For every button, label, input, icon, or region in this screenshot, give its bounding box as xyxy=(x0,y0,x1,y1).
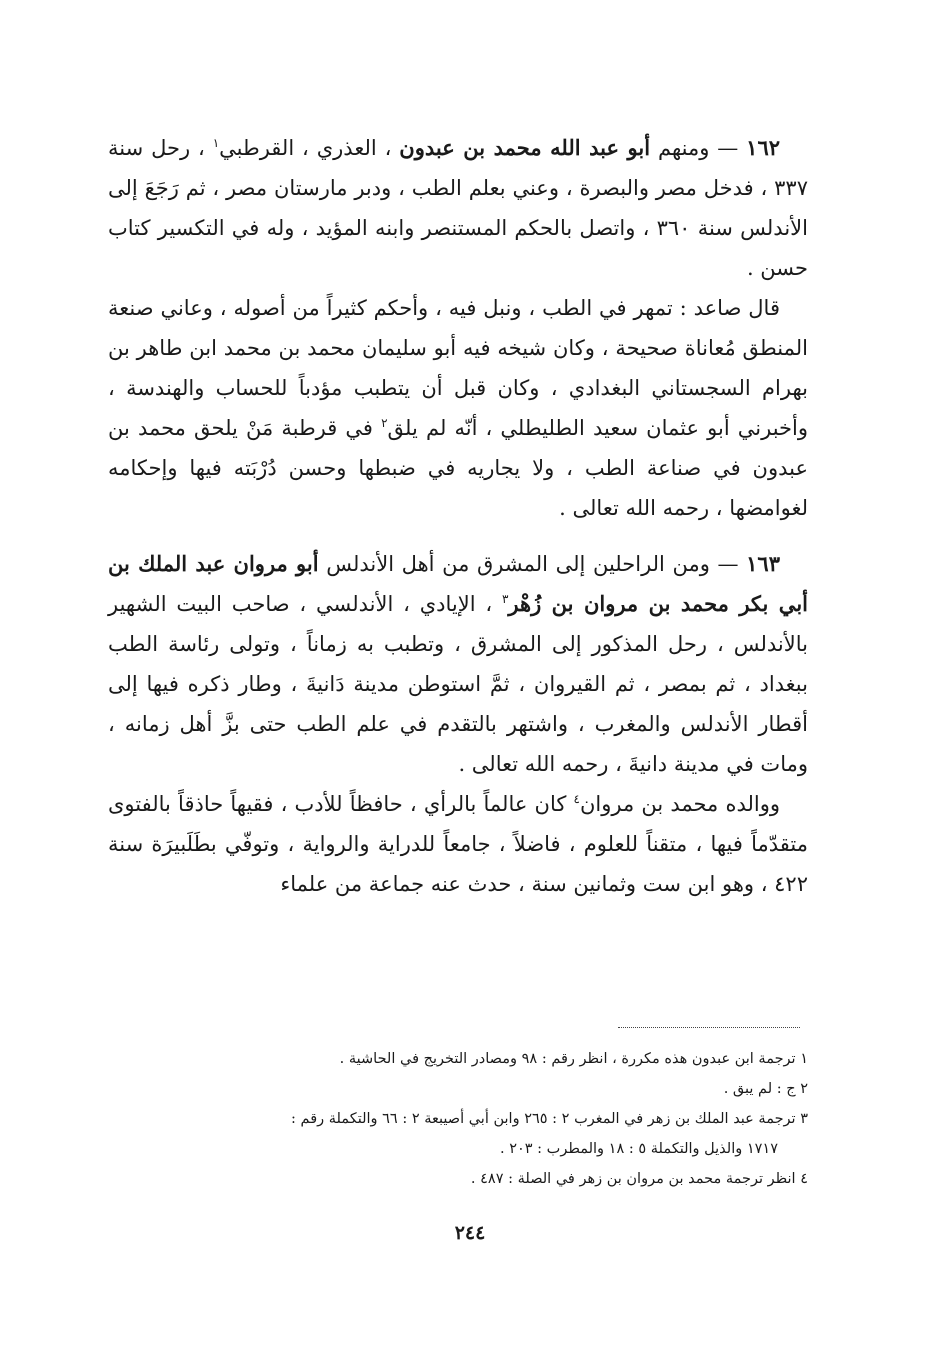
entry-number: ١٦٣ xyxy=(746,551,780,576)
person-name: أبو عبد الله محمد بن عبدون xyxy=(399,135,651,160)
main-text xyxy=(108,128,808,904)
paragraph-saed-quote xyxy=(108,288,808,528)
footnote-ref: ١ xyxy=(212,136,220,150)
footnote-ref: ٢ xyxy=(381,416,388,430)
entry-nisba: ، العذري ، القرطبي xyxy=(219,136,400,160)
footnotes xyxy=(108,1044,808,1194)
footnote-4: ٤ انظر ترجمة محمد بن مروان بن زهر في الصلة : ٤٨٧ . xyxy=(470,1171,808,1187)
paragraph-text: كان عالماً بالرأي ، حافظاً للأدب ، فقيهاً حاذقاً بالفتوى متقدّماً فيها ، متقناً للعلوم ، فاضلاً ، جامعاً للدراية والرواية ، وتوفّي بطَلَبيرَة سنة ٤٢٢ ، وهو ابن ست وثمانين سنة ، حدث عنه جماعة من علماء xyxy=(108,792,808,896)
paragraph-text: في قرطبة مَنْ يلحق محمد بن عبدون في صناعة الطب ، ولا يجاريه في ضبطها وحسن دُرْبَته فيها وإحكامه لغوامضها ، رحمه الله تعالى . xyxy=(108,416,808,520)
entry-intro: — ومنهم xyxy=(650,136,747,160)
footnote-ref: ٤ xyxy=(573,792,580,806)
page-number: ٢٤٤ xyxy=(454,1222,486,1244)
footnote-3-continuation: ١٧١٧ والذيل والتكملة ٥ : ١٨ والمطرب : ٢٠٣ . xyxy=(499,1141,778,1157)
entry-intro: — ومن الراحلين إلى المشرق من أهل الأندلس xyxy=(318,552,747,576)
paragraph-father xyxy=(108,784,808,904)
paragraph-text: قال صاعد : تمهر في الطب ، ونبل فيه ، وأحكم كثيراً من أصوله ، وعاني صنعة المنطق مُعاناة صحيحة ، وكان شيخه فيه أبو سليمان محمد بن محمد ابن طاهر بن بهرام السجستاني البغدادي ، وكان قبل أن يتطبب مؤدباً للحساب والهندسة ، وأخبرني أبو عثمان سعيد الطليطلي ، أنّه لم يلق xyxy=(108,296,808,440)
entry-162 xyxy=(108,128,808,288)
footnote-2: ٢ ج : لم يبق . xyxy=(723,1081,808,1097)
footnote-divider xyxy=(618,1027,800,1028)
footnote-1: ١ ترجمة ابن عبدون هذه مكررة ، انظر رقم : ٩٨ ومصادر التخريج في الحاشية . xyxy=(339,1051,808,1067)
paragraph-text: ووالده محمد بن مروان xyxy=(579,792,781,816)
entry-body: ، رحل سنة ٣٣٧ ، فدخل مصر والبصرة ، وعني بعلم الطب ، ودبر مارستان مصر ، ثم رَجَعَ إلى الأندلس سنة ٣٦٠ ، واتصل بالحكم المستنصر وابنه المؤيد ، وله في التكسير كتاب حسن . xyxy=(108,136,808,280)
entry-number: ١٦٢ xyxy=(746,135,781,160)
footnote-ref: ٣ xyxy=(501,592,509,606)
person-name: أبو مروان عبد الملك بن أبي بكر محمد بن مروان بن زُهْر xyxy=(108,551,808,616)
entry-163 xyxy=(108,544,808,784)
footnote-3: ٣ ترجمة عبد الملك بن زهر في المغرب ٢ : ٢٦٥ وابن أبي أصيبعة ٢ : ٦٦ والتكملة رقم : xyxy=(291,1111,808,1127)
entry-body: ، الإيادي ، الأندلسي ، صاحب البيت الشهير بالأندلس ، رحل المذكور إلى المشرق ، وتطبب به زماناً ، وتولى رئاسة الطب ببغداد ، ثم بمصر ، ثم القيروان ، ثمَّ استوطن مدينة دَانيةَ ، وطار ذكره فيها إلى أقطار الأندلس والمغرب ، واشتهر بالتقدم في علم الطب حتى بزَّ أهل زمانه ، ومات في مدينة دانيةَ ، رحمه الله تعالى . xyxy=(108,592,808,776)
